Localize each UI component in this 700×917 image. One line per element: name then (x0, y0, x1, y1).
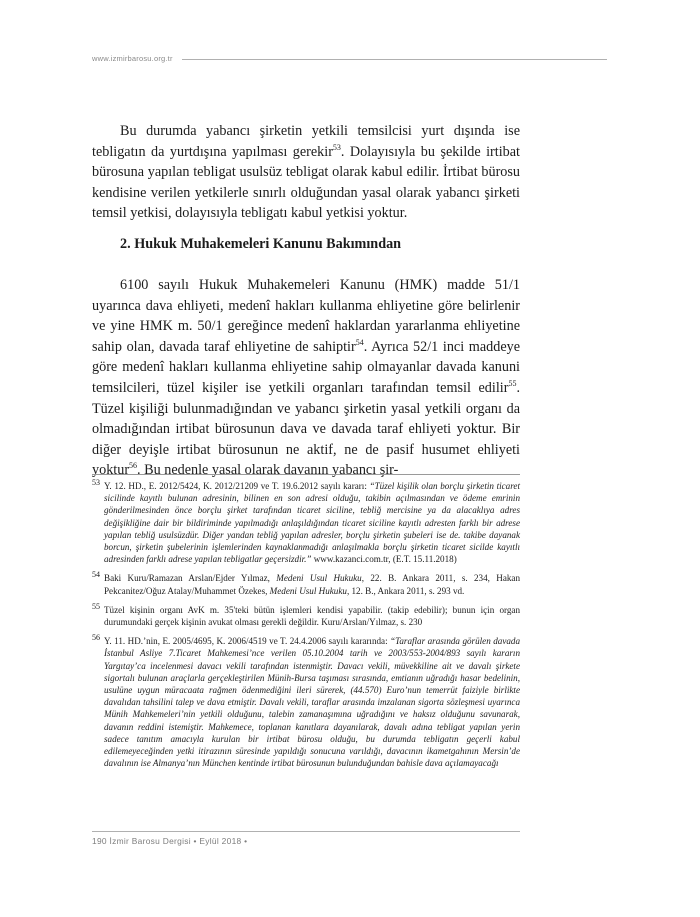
footnote-56 (92, 635, 520, 769)
footnote-divider (92, 474, 520, 475)
para2-text-a: 6100 sayılı Hukuk Muhakemeleri Kanunu (HMK) madde 51/1 uyarınca dava ehliyeti, medenî hakları kullanma ehliyetine göre belirlenir ve yine HMK m. 50/1 gereğince medenî haklardan yararlanma ehliyetine sahip olan, davada taraf ehliyetine de sahiptir (92, 277, 520, 355)
footnote-56-lead: Y. 11. HD.’nin, E. 2005/4695, K. 2006/4519 ve T. 24.4.2006 sayılı kararında: (104, 636, 391, 647)
header-url: www.izmirbarosu.org.tr (92, 54, 173, 63)
body-paragraph-1 (92, 121, 520, 224)
footnote-number: 56 (92, 633, 100, 643)
para2-text-c: . Tüzel kişiliği bulunmadığından ve yabancı şirketin yasal yetkili organı da olmadığından irtibat bürosunun dava ve davada taraf ehliyeti yoktur. Bir diğer deyişle irtibat bürosunun ne aktif, ne de pasif husumet ehliyeti yoktur (92, 379, 520, 479)
footnote-53-quote: “Tüzel kişilik olan borçlu şirketin ticaret sicilinde kayıtlı bulunan adresinin, bilinen en son adresi olduğu, takibin açılmasından ve ödeme emrinin gönderilmesinden önce borçlu şirket tarafından ticaret siciline, tebliğ mercisine ya da alacaklıya adres değişikliğine dair bir bildiriminde yapılmadığı anlaşıldığından ticaret siciline kayıtlı adresten farklı bir adrese yapılan tebliğ usulsüzdür. Diğer yandan tebliğ yapılan adresler, borçlu şirketin şubeleri ise de. takibe dayanak borcun, şirketin şubelerinin işlemlerinden kaynaklanmadığı anlaşılmakla borçlu şirketin ticaret sicilde kayıtlı adresinden farklı adrese yapılan tebligatlar geçersizdir.” (104, 481, 520, 565)
page-footer: 190 İzmir Barosu Dergisi • Eylül 2018 • (92, 836, 248, 846)
footnote-ref-53[interactable]: 53 (332, 142, 341, 152)
footnote-number: 55 (92, 601, 100, 611)
para2-text-d: . Bu nedenle yasal olarak davanın yabancı şir- (137, 462, 399, 479)
footnote-53-source: www.kazanci.com.tr, (E.T. 15.11.2018) (311, 554, 457, 565)
footnote-55 (92, 601, 520, 628)
footnote-ref-54[interactable]: 54 (355, 337, 364, 347)
para2-text-b: . Ayrıca 52/1 inci maddeye göre medenî hakları kullanma ehliyetine sahip olmayanlar davada kanuni temsilcileri, tüzel kişiler ise yetkili organları tarafından temsil edilir (92, 338, 521, 396)
footnote-55-text: Tüzel kişinin organı AvK m. 35'teki bütün işlemleri kendisi yapabilir. (takip edebilir); bunun için organ durumundaki gerçek kişinin avukat olması gerekli değildir. Kuru/Arslan/Yılmaz, s. 230 (104, 604, 520, 628)
para1-text-a: Bu durumda yabancı şirketin yetkili temsilcisi yurt dışında ise tebligatın da yurtdışına yapılması gerekir (92, 123, 520, 160)
footnote-54 (92, 572, 520, 596)
section-heading: 2. Hukuk Muhakemeleri Kanunu Bakımından (120, 236, 402, 252)
footnote-number: 53 (92, 478, 100, 487)
footnote-54-title-2: Medeni Usul Hukuku (269, 585, 347, 596)
footnote-number: 54 (92, 570, 100, 580)
footnote-53-lead: Y. 12. HD., E. 2012/5424, K. 2012/21209 ve T. 19.6.2012 sayılı kararı: (104, 481, 370, 491)
footnote-ref-56[interactable]: 56 (129, 461, 138, 471)
header-rule (182, 59, 607, 60)
footer-rule (92, 831, 520, 832)
footnote-54-e: , 12. B., Ankara 2011, s. 293 vd. (346, 585, 465, 596)
footnote-ref-55[interactable]: 55 (508, 378, 517, 388)
footnote-54-title-1: Medeni Usul Hukuku (276, 573, 362, 584)
footnote-53 (92, 480, 520, 565)
footnotes (92, 480, 520, 776)
footnote-54-a: Baki Kuru/Ramazan Arslan/Ejder Yılmaz, (104, 573, 277, 584)
body-paragraph-2 (92, 275, 520, 481)
para1-text-b: . Dolayısıyla bu şekilde irtibat bürosuna yapılan tebligat usulsüz tebligat olarak kabul edilir. İrtibat bürosu kendisine verilen yetkilerle sınırlı olduğundan yasal olarak yabancı şirketi temsil yetkisi, dolayısıyla tebligatı kabul yetkisi yoktur. (92, 143, 520, 222)
footnote-56-quote: “Taraflar arasında görülen davada İstanbul Asliye 7.Ticaret Mahkemesi’nce verilen 05.10.2004 tarih ve 2003/553-2004/893 sayılı kararın Yargıtay’ca incelenmesi davacı vekili tarafından istenmiştir. Davacı vekili, müvekkiline ait ve davalı şirkete sigortalı bulunan araçlarla gerçekleştirilen Münih-Bursa taşıması sırasında, emtianın uğradığı hasar bedelinin, usulüne uygun müracaata rağmen ödenmediğini ileri sürerek, (44.570) Euro’nun temerrüt faiziyle birlikte davalıdan tahsilini talep ve dava etmiştir. Davalı vekili, taraflar arasında imzalanan sigorta sözleşmesi uyarınca Münih Mahkemeleri’nin yetkili olduğunu, talebin zamanaşımına uğradığını ve haksız olduğunu savunarak, davanın reddini istemiştir. Mahkemece, toplanan kanıtlara dayanılarak, davalı adına tebligat yapılan yerin sadece tanıtım amacıyla kurulan bir irtibat bürosu olduğu, bu durumda tebligatın geçerli kabul edilemeyeceğinden yetki itirazının süresinde yapıldığı sonucuna varıldığı, davacının ikametgahının Mersin’de davalının ise Almanya’nın München kentinde irtibat bürosunun bulunduğundan bahisle dava açılamayacağı (104, 636, 520, 769)
footnote-54-c: , 22. B. Ankara 2011, s. 234, Hakan Pekcanitez/Oğuz Atalay/Muhammet Özekes, (104, 573, 521, 596)
